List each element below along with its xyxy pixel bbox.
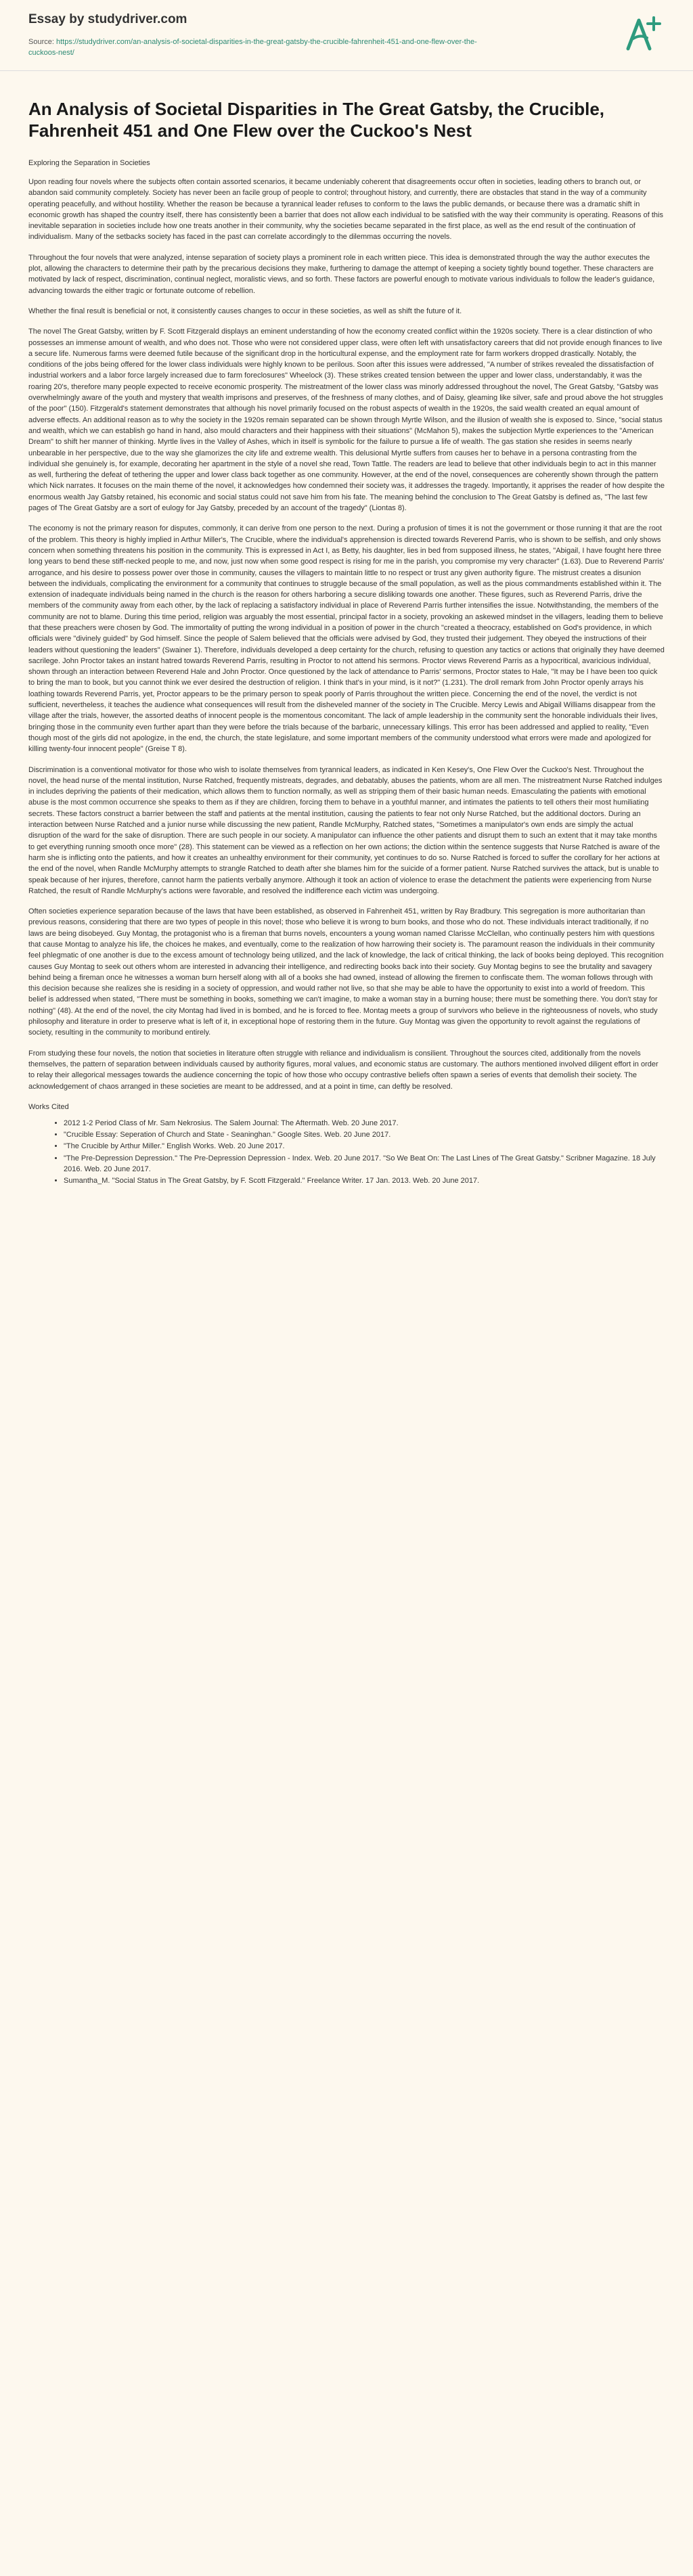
source-label: Source: [28, 38, 54, 46]
essay-content [0, 98, 693, 1187]
works-cited-item: • 2012 1-2 Period Class of Mr. Sam Nekrosius. The Salem Journal: The Aftermath. Web. 20 June 2017. [64, 1118, 665, 1129]
essay-title: An Analysis of Societal Disparities in The Great Gatsby, the Crucible, Fahrenheit 451 and One Flew over the Cuckoo's Nest [28, 99, 605, 141]
essay-subtitle: Exploring the Separation in Societies [28, 159, 150, 167]
paragraph: From studying these four novels, the notion that societies in literature often struggle with reliance and individualism is consilient. Throughout the sources cited, additionally from the novels themselves, the pattern of separation between individuals caused by authority figures, moral values, and economic status are customary. The authors mentioned involved diligent effort in order to relay their allegorical messages towards the audience concerning the topic of how those who occupy contrastive beliefs often spawn a series of events that demolish their society. The acknowledgement of chaos arranged in these societies are meant to be addressed, and at a point in time, can deftly be resolved. [28, 1049, 658, 1091]
paragraph: Throughout the four novels that were analyzed, intense separation of society plays a prominent role in each written piece. This idea is demonstrated through the way the author executes the plot, allowing the characters to determine their path by the precarious decisions they make, furthering to damage the attempt of keeping a society tightly bound together. These characters are motivated by lack of respect, discrimination, continual neglect, moralistic views, and so forth. These factors are powerful enough to motivate various individuals to follow the leader's guidance, advancing towards the either tragic or fortunate outcome of rebellion. [28, 253, 655, 295]
header-divider [0, 70, 693, 71]
works-cited-item: • "The Pre-Depression Depression." The Pre-Depression Depression - Index. Web. 20 June 2017. "So We Beat On: The Last Lines of The Great Gatsby." Scribner Magazine. 18 July 2016. Web. 20 June 2017. [64, 1153, 665, 1175]
a-plus-logo-icon[interactable] [624, 14, 663, 53]
paragraph: Whether the final result is beneficial or not, it consistently causes changes to occur in these societies, as well as shift the future of it. [28, 307, 462, 315]
paragraph: Discrimination is a conventional motivator for those who wish to isolate themselves from tyrannical leaders, as indicated in Ken Kesey's, One Flew Over the Cuckoo's Nest. Throughout the novel, the head nurse of the mental institution, Nurse Ratched, frequently mistreats, degrades, and debatably, abuses the patients, whom are all men. The mistreatment Nurse Ratched indulges in includes depriving the patients of their medication, which allows them to function normally, as well as stripping them of their basic human needs. Emasculating the patients with emotional abuse is the most common occurrence she speaks to them as if they are children, forcing them to behave in a youthful manner, and intimates the patients to tell others their most humiliating secrets. These factors construct a barrier between the staff and patients at the mental institution, causing the patients to fear not only Nurse Ratched, but the additional doctors. During an interaction between Nurse Ratched and a junior nurse while discussing the new patient, Randle McMurphy, Ratched states, "Sometimes a manipulator's own ends are simply the actual disruption of the ward for the sake of disruption. There are such people in our society. A manipulator can influence the other patients and disrupt them to such an extent that it may take months to get everything running smooth once more" (28). This statement can be viewed as a reflection on her own actions; the diction within the sentence suggests that Nurse Ratched is aware of the harm she is inflicting onto the patients, and how it creates an unhealthy environment for their community, yet continues to do so. Nurse Ratched is forced to suffer the corollary for her actions at the end of the novel, when Randle McMurphy attempts to strangle Ratched to death after she blames him for the suicide of a former patient. Nurse Ratched survives the attack, but is unable to speak because of her injures, therefore, cannot harm the patients verbally anymore. Although it took an action of violence to erase the detachment the patients were experiencing from Nurse Ratched, the result of Randle McMurphy's actions were favorable, and resolved the indifference each victim was undergoing. [28, 765, 663, 895]
works-cited-item: • Sumantha_M. "Social Status in The Great Gatsby, by F. Scott Fitzgerald." Freelance Writer. 17 Jan. 2013. Web. 20 June 2017. [64, 1175, 665, 1186]
paragraph: The novel The Great Gatsby, written by F. Scott Fitzgerald displays an eminent understanding of how the economy created conflict within the 1920s society. There is a clear distinction of who possesses an immense amount of wealth, and who does not. Those who were not considered upper class, were often left with unsatisfactory careers that did not provide enough finances to live a secure life. Numerous farms were deemed futile because of the significant drop in the horticultural expense, and the employment rate for farm workers dropped drastically. Notably, the conditions of the jobs being offered for the lower class individuals were highly known to be perilous. Soon after this issues were addressed, "A number of strikes revealed the dissatisfaction of industrial workers and a labor force largely increased due to farm foreclosures" Wheelock (3). These strikes created tension between the upper and lower class, understandably, it was the roaring 20's, therefore many people expected to receive economic prosperity. The mistreatment of the lower class was minorly addressed throughout the novel, The Great Gatsby, "Gatsby was overwhelmingly aware of the youth and mystery that wealth imprisons and preserves, of the freshness of many clothes, and of Daisy, gleaming like silver, safe and proud above the hot struggles of the poor" (150). Fitzgerald's statement demonstrates that although his novel primarily focused on the robust aspects of wealth in the 1920s, the said wealth created an equal amount of adverse effects. An additional reason as to why the society in the 1920s remain separated can be shown through Myrtle Wilson, and the illusion of wealth she is exposed to. Since, "social status and wealth, which we can establish go hand in hand, also mould characters and their happiness with their situations" (McMahon 5), makes the subjection Myrtle experiences to the "American Dream" to shift her manner of thinking. Myrtle lives in the Valley of Ashes, which in itself is symbolic for the failure to pursue a life of wealth. The gas station she resides in seems nearly unbearable in her perspective, due to the way she glamorizes the city life and extreme wealth. This delusional Myrtle suffers from causes her to behave in a persona contrasting from the individual she genuinely is, for example, decorating her apartment in the style of a novel she read, Town Tattle. The readers are lead to believe that other individuals begin to act in this manner as well, furthering the defeat of tethering the upper and lower class back together as one community. However, at the end of the novel, consequences are coherently shown through the pattern which Nick narrates. It focuses on the main theme of the novel, it acknowledges how condemned their society was, it addresses the tragedy. Importantly, it apprises the reader of how despite the enormous wealth Jay Gatsby retained, his economic and social status could not save him from his fate. The meaning behind the conclusion to The Great Gatsby is defined as, "The last few pages of The Great Gatsby are a sort of eulogy for Jay Gatsby, preceded by an account of the tragedy" (Liontas 8). [28, 327, 665, 513]
paragraph: The economy is not the primary reason for disputes, commonly, it can derive from one person to the next. During a profusion of times it is not the government or those running it that are the root of the problem. This theory is highly implied in Arthur Miller's, The Crucible, where the individual's apprehension is directed towards Reverend Parris, who is shown to be selfish, and only shows concern when something threatens his position in the community. This is expressed in Act I, as Betty, his daughter, lies in bed from supposed illness, he states, "Abigail, I have fought here three long years to bend these stiff-necked people to me, and now, just now when some good respect is rising for me in the parish, you compromise my very character" (1.63). Due to Reverend Parris' arrogance, and his desire to possess power over those in community, causes the villagers to maintain little to no respect or trust any given authority figure. The mistrust creates a disunion between the individuals, complicating the environment for a community that continues to struggle because of the small population, as well as the pious commandments established within it. The extension of inadequate individuals being named in the church is the reason for others harboring a secure disliking towards one another. These figures, such as Reverend Parris, drive the members of the community away from each other, by the lack of replacing a satisfactory individual in place of Reverend Parris further intensifies the issue. Notwithstanding, the members of the community are not to blame. During this time period, religion was arguably the most essential, principal factor in a society, provoking an askewed mindset in the villagers, leading them to believe that these preachers were chosen by God. The immortality of putting the wrong individual in a position of power in the church "created a theocracy, established on God's providence, in which officials were "divinely guided" by God himself. Since the people of Salem believed that the officials were advised by God, they trusted their judgement. They obeyed the instructions of their leaders without questioning the leaders" (Swainer 1). Therefore, individuals developed a deep certainty for the church, refusing to question any tactics or actions that originally they have deemed sacrilege. John Proctor takes an instant hatred towards Reverend Parris, resulting in Proctor to not attend his sermons. Proctor views Reverend Parris as a hypocritical, avaricious individual, shown through an interaction between Reverend Hale and John Proctor. Once questioned by the lack of attendance to Parris' sermons, Proctor states to Hale, "It may be I have been too quick to bring the man to book, but you cannot think we ever desired the destruction of religion. I think that's in your mind, is it not?" (1.231). The droll remark from John Proctor openly arrays his loathing towards Reverend Parris, yet, Proctor appears to be the primary person to speak poorly of Parris throughout the written piece. Concerning the end of the novel, the verdict is not sufficient, nevertheless, it teaches the audience what consequences will result from the disheveled manner of the society in The Crucible. Mercy Lewis and Abigail Williams disappear from the village after the trials, however, the assorted deaths of innocent people is the momentous concomitant. The lack of ample leadership in the community sent the honorable individuals their lives, bringing those in the community even further apart than they were before the trials because of the barbaric, unnecessary killings. This error has been addressed and applied to reality, "Even though most of the girls did not apologize, in the end, the church, the state legislature, and some important members of the community understood what errors were made and apologized for killing twenty-four innocent people" (Greise T 8). [28, 524, 665, 754]
source-line [28, 37, 489, 58]
paragraph: Upon reading four novels where the subjects often contain assorted scenarios, it became undeniably coherent that disagreements occur often in societies, leading others to branch out, or abandon said community completely. Society has never been an facile group of people to control; throughout history, and currently, there are obstacles that stand in the way of a community operating peacefully, and without hostility. Whether the reason be because a tyrannical leader refuses to conform to the laws the public demands, or because there was a dramatic shift in economic growth has shaped the country itself, there has consistently been a barrier that does not allow each individual to be satisfied with the way their community is operating. Reasons of this inevitable separation in societies include how one treats another in their community, why the societies became separated in the first place, as well as the end result of the continuation of individualism. Many of the setbacks society has faced in the past can correlate accordingly to the dilemmas occurring the novels. [28, 178, 663, 242]
works-cited-list [28, 1118, 665, 1187]
paragraph: Often societies experience separation because of the laws that have been established, as observed in Fahrenheit 451, written by Ray Bradbury. This segregation is more authoritarian than previous reasons, considering that there are two types of people in this novel; those who believe it is wrong to burn books, and those who do not. These individuals interact traditionally, if no laws are being disobeyed. Guy Montag, the protagonist who is a fireman that burns novels, encounters a young woman named Clarisse McClellan, who continually pesters him with questions that cause Montag to analyze his life, the choices he makes, and eventually, come to the realization of how harrowing their society is. The paramount reason the individuals in their community feel phlegmatic of one another is due to the excess amount of technology being utilized, and the lack of knowledge, the lack of critical thinking, the lack of books being deployed. This recognition causes Guy Montag to seek out others whom are interested in advancing their intelligence, and redirecting books back into their society. Guy Montag begins to see the brutality and savagery behind being a fireman once he witnesses a woman burn herself along with all of a books she had owned, instead of allowing the firemen to confiscate them. The woman follows through with this decision because she realizes she is residing in a society of oppression, and would rather not live, so that she may be able to have the opportunity to exist into a world of freedom. This belief is addressed when stated, "There must be something in books, something we can't imagine, to make a woman stay in a burning house; there must be something there. You don't stay for nothing" (48). At the end of the novel, the city Montag had lived in is bombed, and he is forced to flee. Montag meets a group of survivors who believe in the righteousness of novels, who study philosophy and literature in order to preserve what is left of it, in exceptional hope of restoring them in the future. Guy Montag was given the opportunity to revolt against the regulations of society, resulting in the community to moribund entirely. [28, 907, 664, 1037]
brand-title[interactable]: Essay by studydriver.com [28, 12, 187, 26]
source-link[interactable]: https://studydriver.com/an-analysis-of-societal-disparities-in-the-great-gatsby-the-crucible-fahrenheit-451-and-one-flew-over-the-cuckoos-nest/ [28, 38, 477, 57]
works-cited-item: • "The Crucible by Arthur Miller." English Works. Web. 20 June 2017. [64, 1141, 665, 1152]
works-cited-item: • "Crucible Essay: Seperation of Church and State - Seaninghan." Google Sites. Web. 20 June 2017. [64, 1129, 665, 1140]
page-header [0, 0, 693, 70]
works-cited-title: Works Cited [28, 1102, 69, 1111]
